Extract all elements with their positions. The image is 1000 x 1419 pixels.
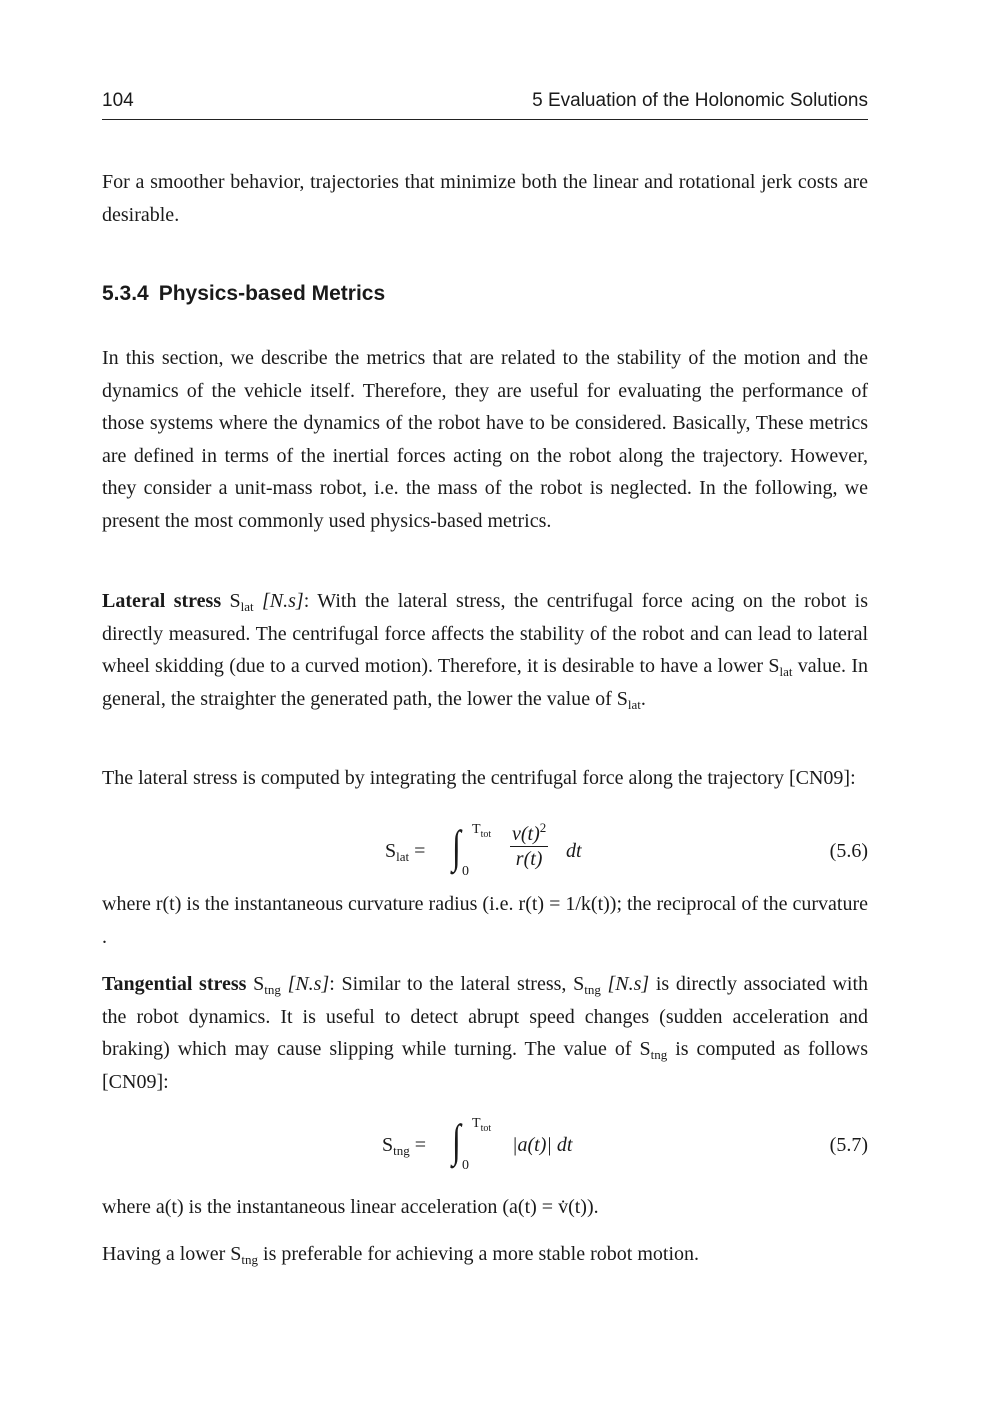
- chapter-title: 5 Evaluation of the Holonomic Solutions: [532, 90, 868, 111]
- equation-number-5-7: (5.7): [829, 1134, 868, 1156]
- eq56-dt: dt: [566, 840, 582, 862]
- lateral-symbol: $S_{lat}$: [229, 590, 254, 614]
- tangential-text-a: : Similar to the lateral stress,: [329, 973, 574, 995]
- lateral-symbol-3: $S_{lat}$: [616, 687, 641, 712]
- integral-sign-2: ∫: [452, 1115, 461, 1166]
- eq57-lower-limit: 0: [462, 1158, 469, 1173]
- tangential-symbol-2: $S_{tng}$: [573, 973, 601, 997]
- tangential-stress-term: Tangential stress: [102, 973, 247, 995]
- tangential-symbol-3: $S_{tng}$: [639, 1038, 668, 1062]
- curvature-paragraph: where r(t) is the instantaneous curvature radius (i.e. r(t) = 1/k(t)); the reciprocal of the curvature .: [102, 893, 868, 948]
- equation-5-6: [102, 820, 868, 884]
- section-number: 5.3.4: [102, 282, 149, 305]
- conclusion-paragraph: Having a lower $S_{tng}$ is preferable for achieving a more stable robot motion.: [102, 1243, 700, 1267]
- lateral-unit: [N.s]: [262, 590, 304, 612]
- equation-5-7: [102, 1112, 868, 1176]
- eq57-upper-limit: $T_{tot}$: [472, 1116, 492, 1134]
- tangential-symbol: $S_{tng}$: [253, 973, 281, 997]
- page-number: 104: [102, 90, 134, 111]
- tangential-stress-paragraph: Tangential stress $S_{tng}$ [N.s]: Similar to the lateral stress, $S_{tng}$ [N.s] is directly associated with the robot dynamics. It is useful to detect abrupt speed changes (sudden acceleration and braking) which may cause slipping while turning. The value of $S_{tng}$ is computed as follows [CN09]:: [102, 973, 869, 1093]
- section-paragraph: In this section, we describe the metrics that are related to the stability of the motion and the dynamics of the vehicle itself. Therefore, they are useful for evaluating the performance of those systems where the dynamics of the robot have to be considered. Basically, These metrics are defined in terms of the inertial forces acting on the robot along the trajectory. However, they consider a unit-mass robot, i.e. the mass of the robot is neglected. In the following, we present the most commonly used physics-based metrics.: [102, 347, 868, 532]
- eq56-upper-limit: $T_{tot}$: [472, 822, 492, 840]
- lateral-stress-paragraph: [102, 585, 868, 715]
- running-header: [102, 88, 868, 120]
- tangential-symbol-4: $S_{tng}$: [230, 1243, 259, 1267]
- integral-sign: ∫: [452, 821, 461, 872]
- lateral-text-c: .: [640, 687, 646, 710]
- eq56-lhs: $S_{lat}$ =: [385, 840, 426, 864]
- lateral-computation-paragraph: The lateral stress is computed by integrating the centrifugal force along the trajectory [CN09]:: [102, 767, 856, 789]
- lateral-symbol-2: $S_{lat}$: [768, 655, 793, 679]
- eq56-lower-limit: 0: [462, 864, 469, 879]
- tangential-text-b: is directly associated with the robot dynamics. It is useful to detect abrupt speed changes (sudden acceleration and braking) which may cause slipping while turning. The value of: [102, 973, 869, 1060]
- tangential-unit: [N.s]: [287, 973, 330, 995]
- intro-paragraph: For a smoother behavior, trajectories that minimize both the linear and rotational jerk costs are desirable.: [102, 171, 868, 226]
- section-title: Physics-based Metrics: [158, 282, 386, 305]
- lateral-text-b: value. In general, the straighter the generated path, the lower the value of: [102, 655, 868, 710]
- eq56-fraction: $\frac{v(t)^2}{r(t)}$: [512, 820, 547, 870]
- section-heading: [102, 282, 385, 306]
- eq57-lhs: $S_{tng}$ =: [382, 1134, 427, 1158]
- eq57-integrand: |a(t)| dt: [512, 1134, 573, 1156]
- tangential-text-c: is computed as follows [CN09]:: [102, 1038, 868, 1093]
- equation-number-5-6: (5.6): [829, 840, 868, 862]
- acceleration-paragraph: where a(t) is the instantaneous linear acceleration (a(t) = v̇(t)).: [102, 1196, 599, 1218]
- lateral-stress-term: Lateral stress: [102, 590, 222, 612]
- lateral-text-a: : With the lateral stress, the centrifugal force acing on the robot is directly measured. The centrifugal force affects the stability of the robot and can lead to lateral wheel skidding (due to a curved motion). Therefore, it is desirable to have a lower: [102, 590, 869, 677]
